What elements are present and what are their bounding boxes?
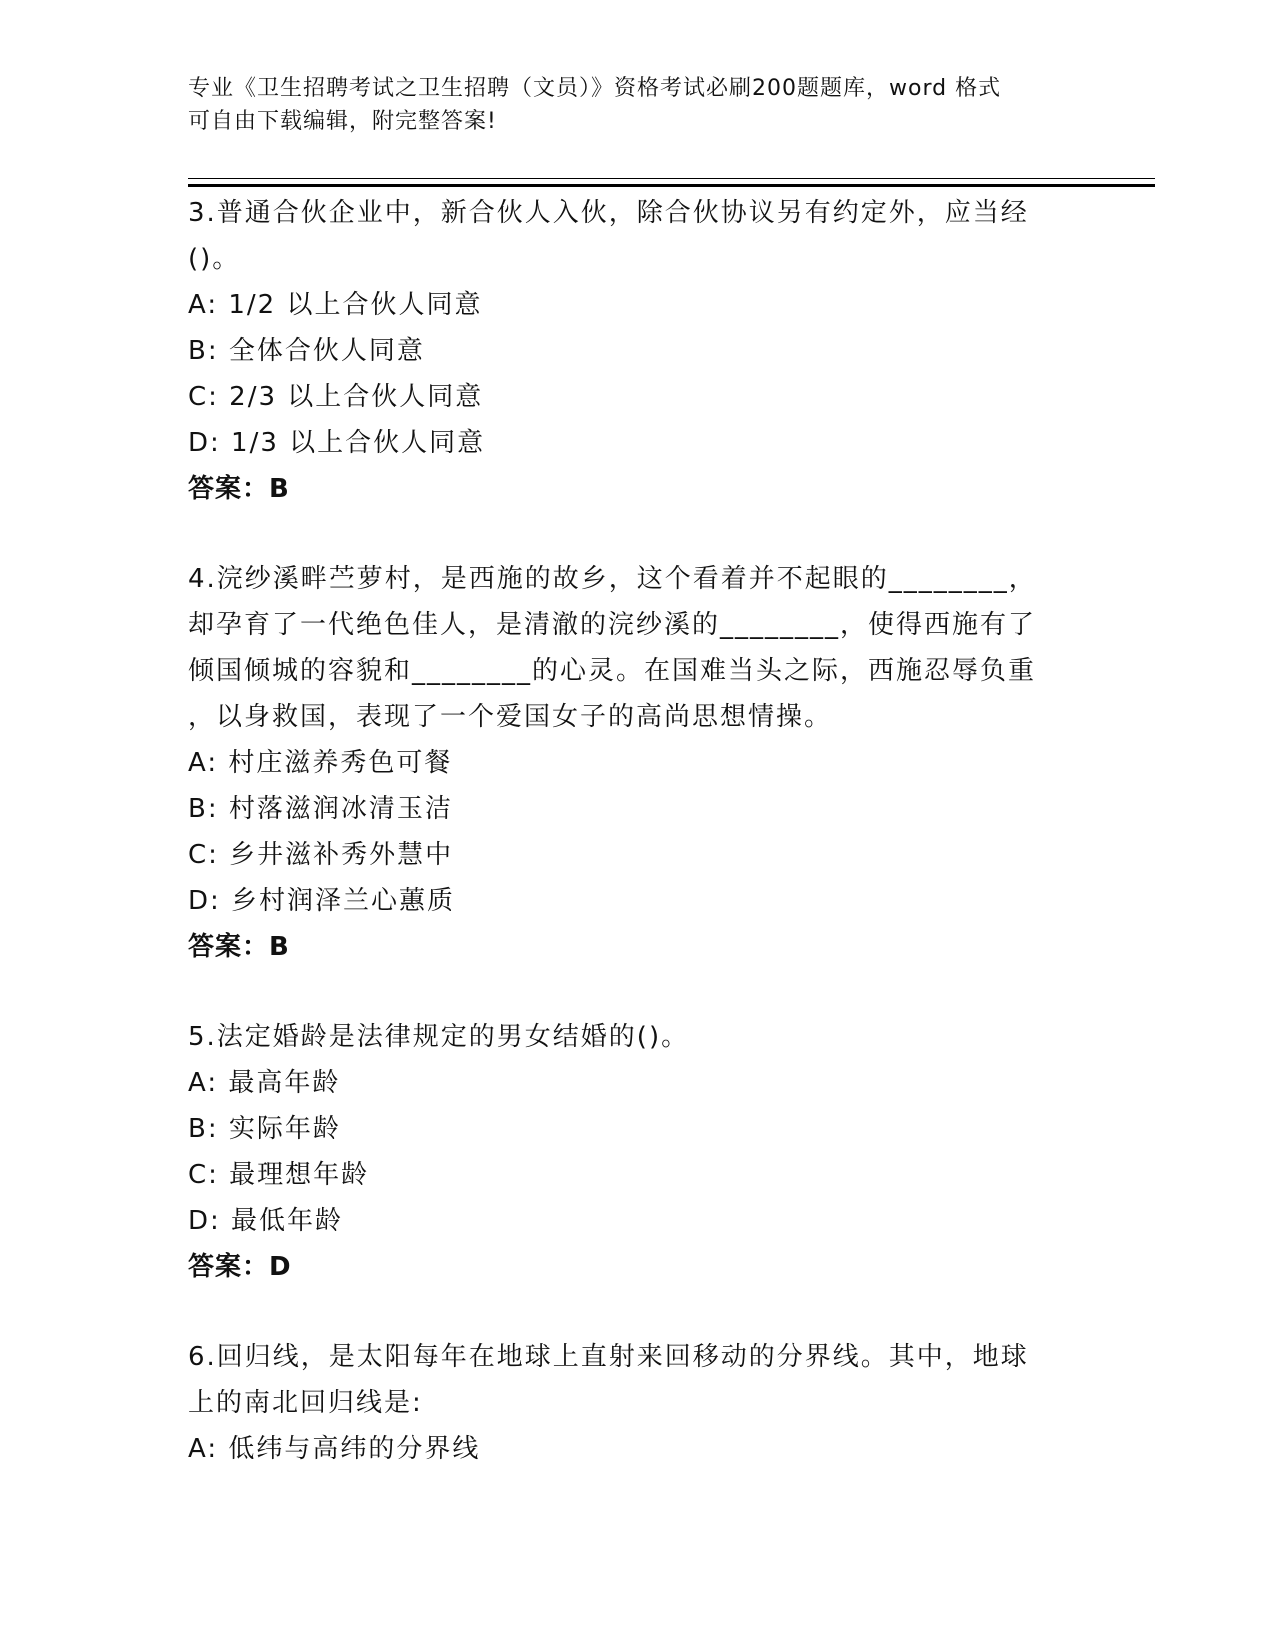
- option-c: C: 乡井滋补秀外慧中: [188, 840, 454, 870]
- option-c: C: 最理想年龄: [188, 1160, 370, 1190]
- option-c: C: 2/3 以上合伙人同意: [188, 382, 484, 412]
- question-list: [188, 190, 1088, 1516]
- header-divider-thick: [188, 184, 1155, 187]
- answer: 答案：B: [188, 474, 290, 504]
- option-a: A: 1/2 以上合伙人同意: [188, 290, 483, 320]
- question-5: [188, 1014, 1088, 1290]
- question-text: ，以身救国，表现了一个爱国女子的高尚思想情操。: [188, 702, 833, 732]
- option-a: A: 村庄滋养秀色可餐: [188, 748, 453, 778]
- question-4: [188, 556, 1088, 970]
- option-d: D: 最低年龄: [188, 1206, 344, 1236]
- option-a: A: 低纬与高纬的分界线: [188, 1434, 481, 1464]
- option-b: B: 实际年龄: [188, 1114, 341, 1144]
- option-d: D: 乡村润泽兰心蕙质: [188, 886, 456, 916]
- option-b: B: 村落滋润冰清玉洁: [188, 794, 453, 824]
- question-text: 5.法定婚龄是法律规定的男女结婚的()。: [188, 1022, 690, 1052]
- answer: 答案：D: [188, 1252, 292, 1282]
- answer: 答案：B: [188, 932, 290, 962]
- option-b: B: 全体合伙人同意: [188, 336, 425, 366]
- header-divider-thin: [188, 178, 1155, 179]
- document-header: [188, 72, 1088, 138]
- option-d: D: 1/3 以上合伙人同意: [188, 428, 486, 458]
- question-text: 倾国倾城的容貌和________的心灵。在国难当头之际，西施忍辱负重: [188, 656, 1037, 686]
- option-a: A: 最高年龄: [188, 1068, 341, 1098]
- header-line-2: 可自由下载编辑，附完整答案!: [188, 109, 497, 134]
- question-3: [188, 190, 1088, 512]
- question-text: 上的南北回归线是:: [188, 1388, 423, 1418]
- question-text: ()。: [188, 244, 241, 274]
- question-6: [188, 1334, 1088, 1472]
- question-text: 4.浣纱溪畔苎萝村，是西施的故乡，这个看着并不起眼的________，: [188, 564, 1037, 594]
- question-text: 却孕育了一代绝色佳人，是清澈的浣纱溪的________，使得西施有了: [188, 610, 1037, 640]
- question-text: 6.回归线，是太阳每年在地球上直射来回移动的分界线。其中，地球: [188, 1342, 1029, 1372]
- question-text: 3.普通合伙企业中，新合伙人入伙，除合伙协议另有约定外，应当经: [188, 198, 1029, 228]
- header-line-1: 专业《卫生招聘考试之卫生招聘（文员）》资格考试必刷200题题库，word 格式: [188, 76, 1002, 101]
